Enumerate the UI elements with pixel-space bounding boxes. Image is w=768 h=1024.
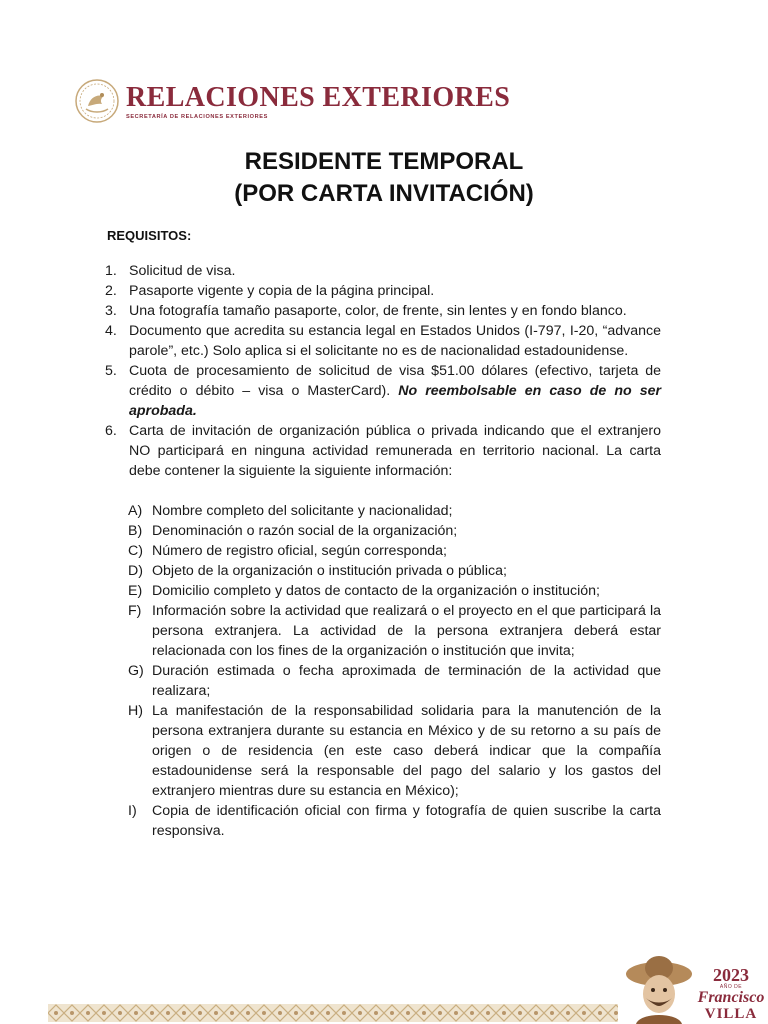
title-line-2: (POR CARTA INVITACIÓN) (234, 180, 534, 207)
item-text: Cuota de procesamiento de solicitud de visa $51.00 dólares (efectivo, tarjeta de crédito o débito – visa o MasterCard). (129, 363, 661, 399)
letter-item (128, 541, 661, 561)
stamp-year: 2023 (713, 965, 749, 985)
list-item (105, 361, 661, 421)
item-number: 2. (105, 283, 117, 299)
item-text: Una fotografía tamaño pasaporte, color, de frente, sin lentes y en fondo blanco. (129, 303, 627, 319)
item-letter: H) (128, 703, 143, 719)
list-item (105, 421, 661, 481)
requirements-content (105, 261, 661, 841)
item-text: Información sobre la actividad que realizará o el proyecto en el que participará la persona extranjera. La actividad de la persona extranjera deberá estar relacionada con los fines de la organización o institución que invita; (152, 603, 661, 659)
item-text: Domicilio completo y datos de contacto de la organización o institución; (152, 583, 600, 599)
brand-block (126, 83, 510, 120)
letter-item (128, 561, 661, 581)
page-title (0, 146, 768, 210)
list-item (105, 301, 661, 321)
item-letter: I) (128, 803, 137, 819)
list-item (105, 321, 661, 361)
letter-item (128, 701, 661, 801)
item-letter: F) (128, 603, 142, 619)
item-text: Nombre completo del solicitante y nacionalidad; (152, 503, 453, 519)
item-text-wrap (129, 361, 661, 421)
item-text: Carta de invitación de organización pública o privada indicando que el extranjero NO participará en ninguna actividad remunerada en territorio nacional. La carta debe contener la siguiente la siguiente información: (129, 423, 661, 479)
item-letter: E) (128, 583, 143, 599)
letter-items-list (128, 501, 661, 841)
item-text: Objeto de la organización o institución privada o pública; (152, 563, 507, 579)
item-text: La manifestación de la responsabilidad solidaria para la manutención de la persona extranjera durante su estancia en México y de su retorno a su país de origen o de residencia (en este caso deberá indicar que la compañía estadounidense será la responsable del pago del salario y los gastos del extranjero mientras dure su estancia en México); (152, 703, 661, 799)
item-letter: G) (128, 663, 144, 679)
item-text: Duración estimada o fecha aproximada de terminación de la actividad que realizara; (152, 663, 661, 699)
item-number: 1. (105, 263, 117, 279)
item-number: 6. (105, 423, 117, 439)
stamp-year-sub: AÑO DE (719, 984, 743, 990)
mexico-seal-icon (74, 78, 120, 124)
letter-item (128, 661, 661, 701)
list-item (105, 261, 661, 281)
item-text: Número de registro oficial, según corresponda; (152, 543, 447, 559)
item-text: Solicitud de visa. (129, 263, 236, 279)
item-text: Denominación o razón social de la organización; (152, 523, 458, 539)
item-text: Pasaporte vigente y copia de la página principal. (129, 283, 435, 299)
letter-item (128, 581, 661, 601)
item-number: 4. (105, 323, 117, 339)
letter-item (128, 501, 661, 521)
requirements-label: REQUISITOS: (107, 228, 192, 243)
stamp-name: Francisco (697, 989, 765, 1006)
item-number: 5. (105, 363, 117, 379)
letter-item (128, 801, 661, 841)
item-text: Copia de identificación oficial con firma y fotografía de quien suscribe la carta responsiva. (152, 803, 661, 839)
footer-stamp (696, 966, 766, 1022)
org-subtitle: SECRETARÍA DE RELACIONES EXTERIORES (126, 113, 268, 120)
francisco-villa-portrait-icon (624, 952, 694, 1024)
letter-item (128, 521, 661, 541)
decorative-band (48, 1004, 618, 1022)
list-item (105, 281, 661, 301)
requirements-list (105, 261, 661, 481)
item-letter: C) (128, 543, 143, 559)
stamp-surname: VILLA (704, 1006, 758, 1022)
item-letter: D) (128, 563, 143, 579)
item-number: 3. (105, 303, 117, 319)
non-refundable-note: No reembolsable en caso de no ser aprobada. (129, 383, 661, 419)
item-letter: B) (128, 523, 143, 539)
title-line-1: RESIDENTE TEMPORAL (244, 148, 524, 175)
org-name: RELACIONES EXTERIORES (126, 81, 511, 113)
letter-item (128, 601, 661, 661)
sre-header (74, 76, 510, 126)
item-letter: A) (128, 503, 143, 519)
item-text: Documento que acredita su estancia legal en Estados Unidos (I-797, I-20, “advance parole”, etc.) Solo aplica si el solicitante no es de nacionalidad estadounidense. (129, 323, 661, 359)
